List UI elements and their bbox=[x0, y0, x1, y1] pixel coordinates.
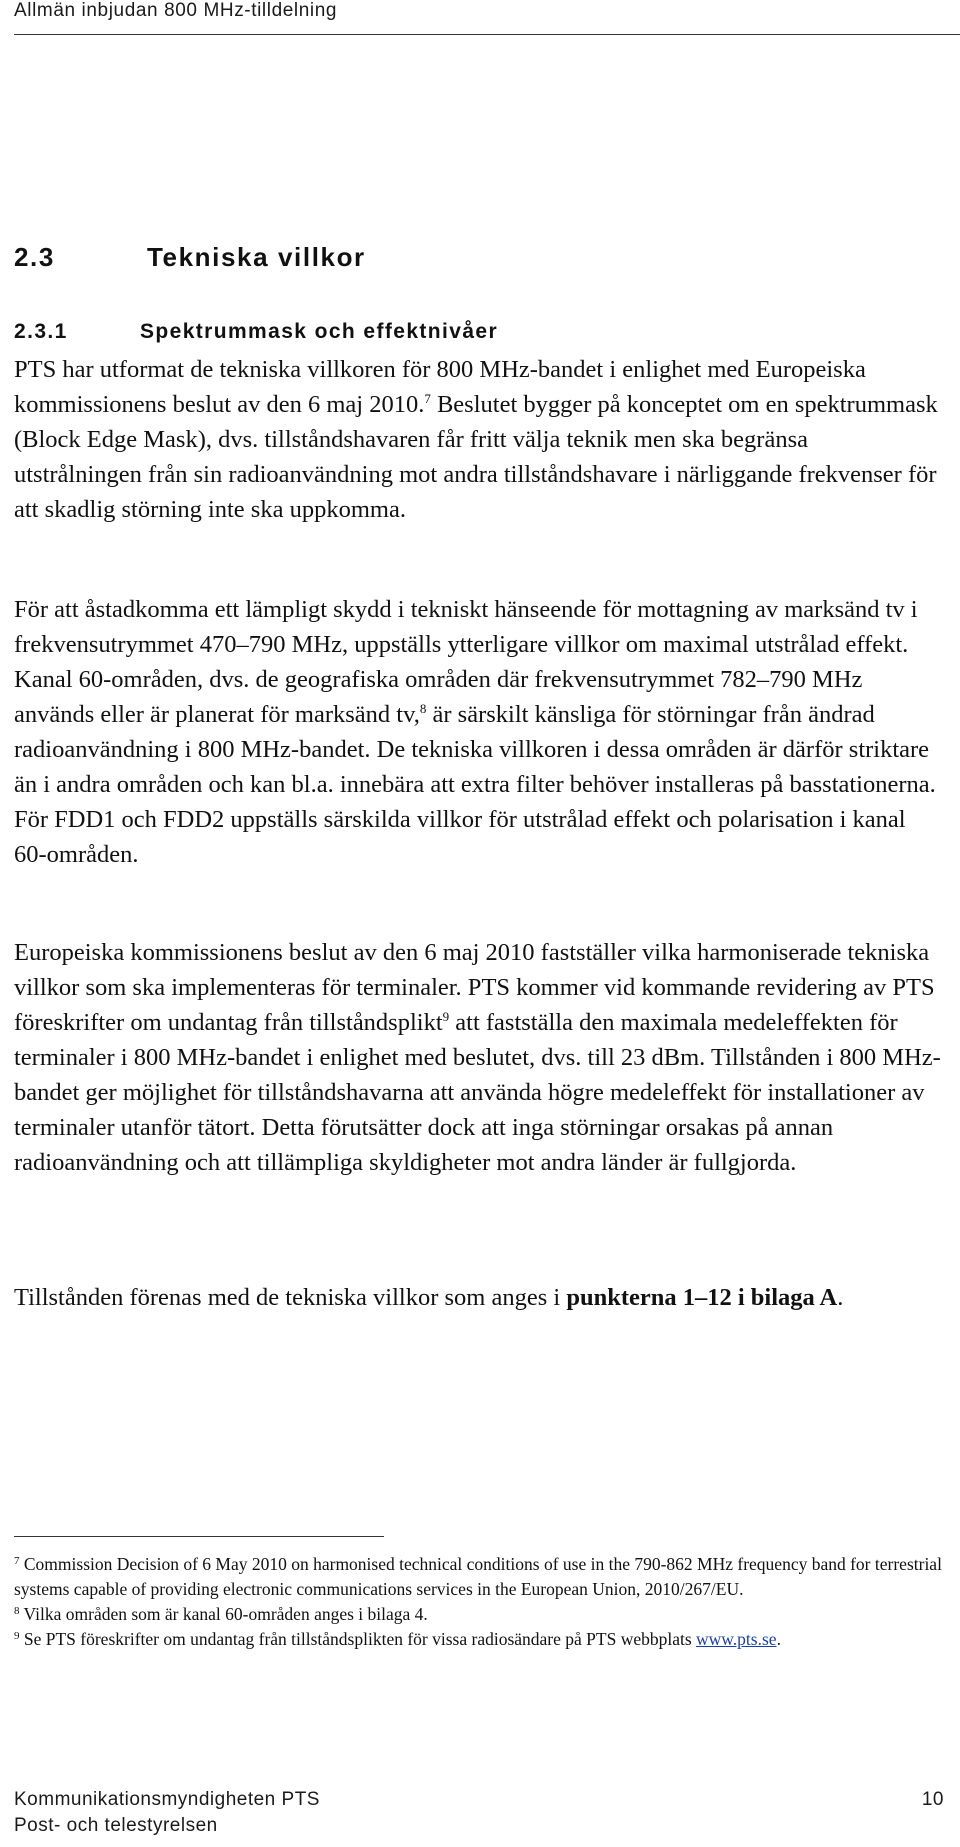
running-header: Allmän inbjudan 800 MHz-tilldelning bbox=[14, 0, 338, 21]
footnote-ref-7[interactable]: 7 bbox=[424, 391, 431, 406]
pts-website-link[interactable]: www.pts.se bbox=[696, 1629, 777, 1649]
footnote-divider bbox=[14, 1536, 384, 1537]
footer-line-2 bbox=[14, 1815, 944, 1837]
footnotes bbox=[14, 1552, 944, 1652]
paragraph-2: För att åstadkomma ett lämpligt skydd i tekniskt hänseende för mottagning av marksänd tv i frekvensutrymmet 470–790 MHz, uppställs ytterligare villkor om maximal utstrålad effekt. Kanal 60-områden, dvs. de geografiska områden där frekvensutrymmet 782–790 MHz används eller är planerat för marksänd tv,$^8$ är särskilt känsliga för störningar från ändrad radioanvändning i 800 MHz-bandet. De tekniska villkoren i dessa områden är därför striktare än i andra områden och kan bl.a. innebära att extra filter behöver installeras på basstationerna. För FDD1 och FDD2 uppställs särskilda villkor för utstrålad effekt och polarisation i kanal 60-områden. bbox=[14, 596, 936, 868]
footnote-9: $^9$ Se PTS föreskrifter om undantag från tillståndsplikten för vissa radiosändare på PTS webbplats www.pts.se. bbox=[14, 1629, 781, 1649]
footer-org: Kommunikationsmyndigheten PTS bbox=[14, 1789, 320, 1810]
section-number: 2.3 bbox=[14, 242, 55, 272]
section-heading bbox=[14, 242, 366, 273]
footer-line-1 bbox=[14, 1789, 944, 1811]
footnote-ref-9[interactable]: 9 bbox=[442, 1009, 450, 1024]
paragraph-4: Tillstånden förenas med de tekniska villkor som anges i punkterna 1–12 i bilaga A. bbox=[14, 1284, 844, 1311]
footnote-8: $^8$ Vilka områden som är kanal 60-områden anges i bilaga 4. bbox=[14, 1604, 428, 1624]
footnote-7: $^7$ Commission Decision of 6 May 2010 on harmonised technical conditions of use in the 790-862 MHz frequency band for terrestrial systems capable of providing electronic communications services in the European Union, 2010/267/EU. bbox=[14, 1554, 942, 1599]
footer-org-2: Post- och telestyrelsen bbox=[14, 1815, 218, 1836]
bold-reference: punkterna 1–12 i bilaga A bbox=[566, 1284, 838, 1311]
subsection-title: Spektrummask och effektnivåer bbox=[140, 320, 499, 343]
page-number: 10 bbox=[921, 1789, 944, 1810]
subsection-number: 2.3.1 bbox=[14, 320, 68, 343]
header-divider bbox=[14, 34, 960, 35]
footnote-ref-8[interactable]: 8 bbox=[419, 701, 427, 716]
section-title: Tekniska villkor bbox=[147, 242, 366, 272]
paragraph-1: PTS har utformat de tekniska villkoren för 800 MHz-bandet i enlighet med Europeiska kommissionens beslut av den 6 maj 2010.$^7$ Beslutet bygger på konceptet om en spektrummask (Block Edge Mask), dvs. tillståndshavaren får fritt välja teknik men ska begränsa utstrålningen från sin radioanvändning mot andra tillståndshavare i närliggande frekvenser för att skadlig störning inte ska uppkomma. bbox=[14, 356, 938, 523]
subsection-heading bbox=[14, 320, 499, 344]
paragraph-3: Europeiska kommissionens beslut av den 6 maj 2010 fastställer vilka harmoniserade tekniska villkor som ska implementeras för terminaler. PTS kommer vid kommande revidering av PTS föreskrifter om undantag från tillståndsplikt$^9$ att fastställa den maximala medeleffekten för terminaler i 800 MHz-bandet i enlighet med beslutet, dvs. till 23 dBm. Tillstånden i 800 MHz-bandet ger möjlighet för tillståndshavarna att använda högre medeleffekt för installationer av terminaler utanför tätort. Detta förutsätter dock att inga störningar orsakas på annan radioanvändning och att tillämpliga skyldigheter mot andra länder är fullgjorda. bbox=[14, 939, 941, 1176]
